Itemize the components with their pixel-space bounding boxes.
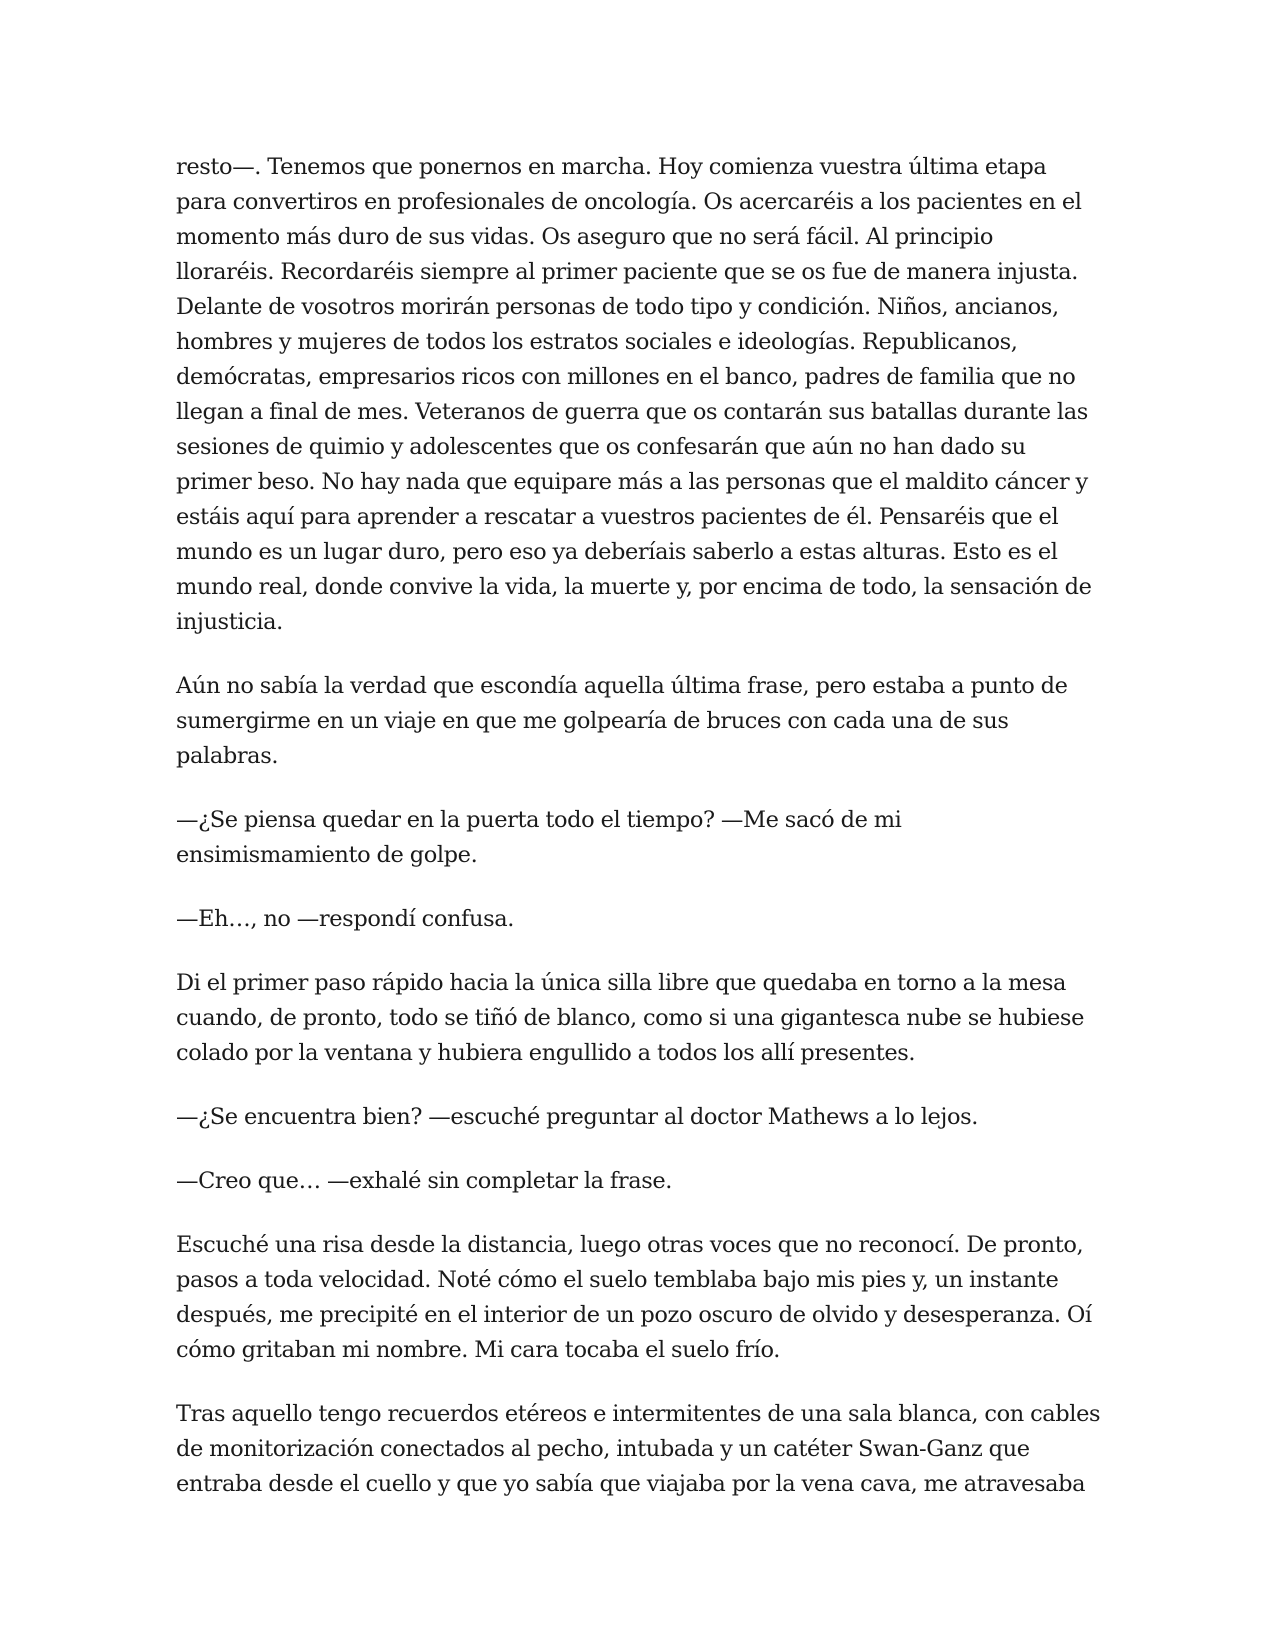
text-line: Escuché una risa desde la distancia, luego otras voces que no reconocí. De pronto, [176, 1232, 1084, 1258]
paragraph [176, 966, 1106, 1071]
text-line: ensimismamiento de golpe. [176, 842, 478, 868]
text-line: Tras aquello tengo recuerdos etéreos e intermitentes de una sala blanca, con cables [176, 1401, 1101, 1427]
text-line: entraba desde el cuello y que yo sabía que viajaba por la vena cava, me atravesaba [176, 1471, 1086, 1497]
text-line: de monitorización conectados al pecho, intubada y un catéter Swan-Ganz que [176, 1436, 1030, 1462]
text-line: demócratas, empresarios ricos con millones en el banco, padres de familia que no [176, 364, 1076, 390]
text-line: pasos a toda velocidad. Noté cómo el suelo temblaba bajo mis pies y, un instante [176, 1267, 1059, 1293]
text-line: llegan a final de mes. Veteranos de guerra que os contarán sus batallas durante las [176, 399, 1088, 425]
text-line: —Creo que… —exhalé sin completar la frase. [176, 1168, 673, 1194]
paragraph [176, 803, 1106, 873]
text-line: —Eh…, no —respondí confusa. [176, 906, 514, 932]
text-line: estáis aquí para aprender a rescatar a vuestros pacientes de él. Pensaréis que el [176, 504, 1059, 530]
text-line: sesiones de quimio y adolescentes que os confesarán que aún no han dado su [176, 434, 1026, 460]
document-page [176, 150, 1106, 1531]
text-line: mundo real, donde convive la vida, la muerte y, por encima de todo, la sensación de [176, 574, 1092, 600]
text-line: mundo es un lugar duro, pero eso ya deberíais saberlo a estas alturas. Esto es el [176, 539, 1058, 565]
text-line: —¿Se encuentra bien? —escuché preguntar al doctor Mathews a lo lejos. [176, 1104, 979, 1130]
text-line: hombres y mujeres de todos los estratos sociales e ideologías. Republicanos, [176, 329, 1018, 355]
text-line: injusticia. [176, 609, 283, 635]
text-line: momento más duro de sus vidas. Os aseguro que no será fácil. Al principio [176, 224, 993, 250]
text-line: primer beso. No hay nada que equipare más a las personas que el maldito cáncer y [176, 469, 1088, 495]
text-line: —¿Se piensa quedar en la puerta todo el tiempo? —Me sacó de mi [176, 807, 902, 833]
paragraph [176, 902, 1106, 937]
text-line: Delante de vosotros morirán personas de todo tipo y condición. Niños, ancianos, [176, 294, 1059, 320]
text-line: palabras. [176, 743, 279, 769]
paragraph [176, 1100, 1106, 1135]
paragraph [176, 1397, 1106, 1502]
text-line: resto—. Tenemos que ponernos en marcha. Hoy comienza vuestra última etapa [176, 154, 1047, 180]
text-line: Di el primer paso rápido hacia la única silla libre que quedaba en torno a la mesa [176, 970, 1066, 996]
text-line: lloraréis. Recordaréis siempre al primer paciente que se os fue de manera injusta. [176, 259, 1078, 285]
paragraph [176, 1228, 1106, 1368]
text-line: sumergirme en un viaje en que me golpearía de bruces con cada una de sus [176, 708, 1009, 734]
text-line: después, me precipité en el interior de un pozo oscuro de olvido y desesperanza. Oí [176, 1302, 1092, 1328]
text-line: colado por la ventana y hubiera engullido a todos los allí presentes. [176, 1040, 916, 1066]
text-line: cuando, de pronto, todo se tiñó de blanco, como si una gigantesca nube se hubiese [176, 1005, 1084, 1031]
paragraph [176, 1164, 1106, 1199]
paragraph [176, 669, 1106, 774]
text-line: para convertiros en profesionales de oncología. Os acercaréis a los pacientes en el [176, 189, 1082, 215]
text-line: Aún no sabía la verdad que escondía aquella última frase, pero estaba a punto de [176, 673, 1068, 699]
text-line: cómo gritaban mi nombre. Mi cara tocaba el suelo frío. [176, 1337, 780, 1363]
paragraph [176, 150, 1106, 640]
